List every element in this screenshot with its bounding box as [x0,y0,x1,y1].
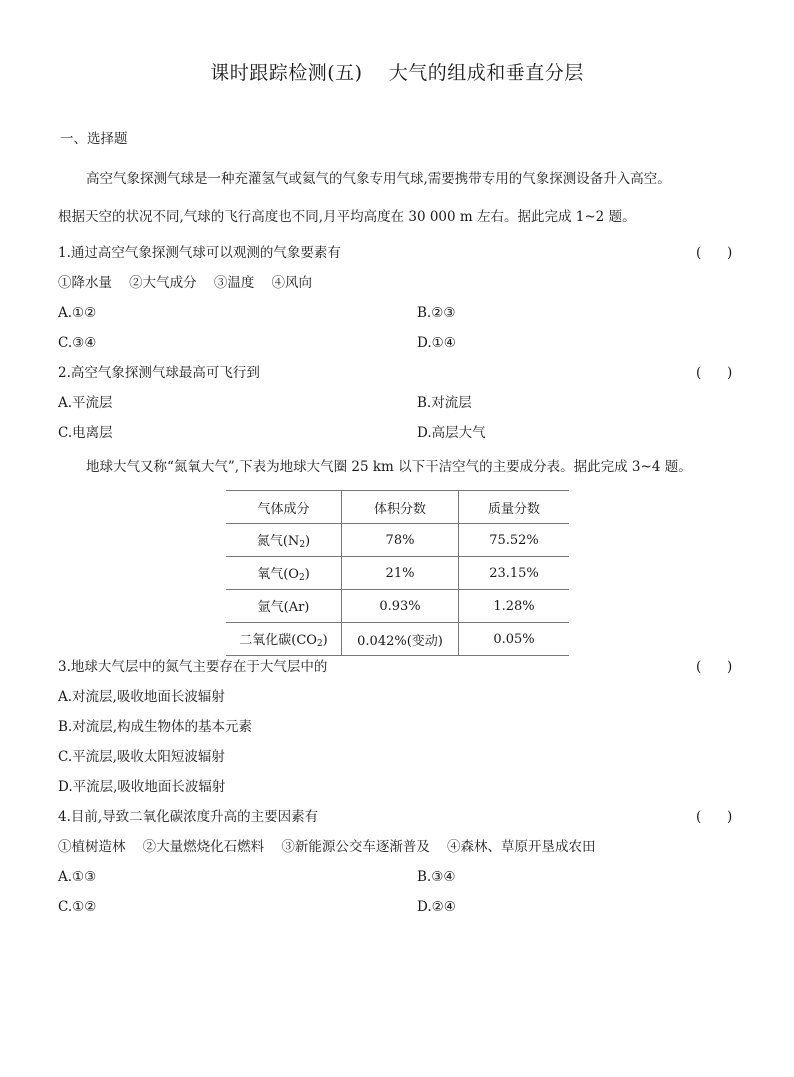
gas-name-tail: ) [305,534,311,549]
gas-name: 氮气(N [256,534,300,549]
mass-cell: 23.15% [459,557,570,590]
q1-option-d[interactable]: D.①④ [417,335,456,351]
q2-option-c[interactable]: C.电离层 [58,425,113,441]
gas-name: 二氧化碳(CO [239,633,317,648]
gas-name-cell [226,623,342,656]
q1-option-a[interactable]: A.①② [58,305,97,321]
q1-option-b[interactable]: B.②③ [417,305,456,321]
air-composition-table [226,490,569,656]
table-header-row [226,491,569,524]
gas-name-cell [226,590,342,623]
mass-cell: 0.05% [459,623,570,656]
gas-name-tail: ) [304,567,310,582]
gas-subscript: 2 [316,639,323,649]
table-row [226,524,569,557]
table-row [226,590,569,623]
gas-name-tail: ) [322,633,328,648]
gas-name: 氩气(Ar) [257,600,310,615]
volume-cell: 0.042%(变动) [342,623,459,656]
gas-name-cell [226,557,342,590]
gas-name-cell [226,524,342,557]
q3-stem: 3.地球大气层中的氮气主要存在于大气层中的 [58,659,328,675]
q3-option-a[interactable]: A.对流层,吸收地面长波辐射 [58,689,225,705]
passage1-line1: 高空气象探测气球是一种充灌氢气或氦气的气象专用气球,需要携带专用的气象探测设备升入高空。 [86,171,671,187]
q1-stem: 1.通过高空气象探测气球可以观测的气象要素有 [58,245,341,261]
volume-cell: 0.93% [342,590,459,623]
gas-subscript: 2 [299,540,306,550]
volume-cell: 21% [342,557,459,590]
q4-option-b[interactable]: B.③④ [417,869,456,885]
q1-items: ①降水量 ②大气成分 ③温度 ④风向 [58,275,312,291]
q4-stem: 4.目前,导致二氧化碳浓度升高的主要因素有 [58,809,319,825]
table-header: 体积分数 [342,491,459,524]
q3-option-d[interactable]: D.平流层,吸收地面长波辐射 [58,779,226,795]
table-row [226,623,569,656]
q2-option-a[interactable]: A.平流层 [58,395,113,411]
q2-option-b[interactable]: B.对流层 [417,395,472,411]
table-header: 气体成分 [226,491,342,524]
q2-option-d[interactable]: D.高层大气 [417,425,486,441]
q1-answer-paren[interactable]: ( ) [696,245,733,261]
gas-name: 氧气(O [257,567,299,582]
table-row [226,557,569,590]
mass-cell: 1.28% [459,590,570,623]
section-heading: 一、选择题 [60,131,128,147]
q4-option-d[interactable]: D.②④ [417,899,456,915]
q3-answer-paren[interactable]: ( ) [696,659,733,675]
q4-items: ①植树造林 ②大量燃烧化石燃料 ③新能源公交车逐渐普及 ④森林、草原开垦成农田 [58,839,596,855]
passage1-line2: 根据天空的状况不同,气球的飞行高度也不同,月平均高度在 30 000 m 左右。据此完成 1~2 题。 [58,209,636,225]
table-header: 质量分数 [459,491,570,524]
gas-subscript: 2 [298,573,305,583]
q4-option-c[interactable]: C.①② [58,899,97,915]
page-title: 课时跟踪检测(五) 大气的组成和垂直分层 [210,62,584,84]
q4-answer-paren[interactable]: ( ) [696,809,733,825]
volume-cell: 78% [342,524,459,557]
passage2: 地球大气又称“氮氧大气”,下表为地球大气圈 25 km 以下干洁空气的主要成分表。据此完成 3~4 题。 [86,459,692,475]
q2-answer-paren[interactable]: ( ) [696,365,733,381]
q4-option-a[interactable]: A.①③ [58,869,97,885]
q3-option-c[interactable]: C.平流层,吸收太阳短波辐射 [58,749,225,765]
q1-option-c[interactable]: C.③④ [58,335,97,351]
q3-option-b[interactable]: B.对流层,构成生物体的基本元素 [58,719,253,735]
mass-cell: 75.52% [459,524,570,557]
q2-stem: 2.高空气象探测气球最高可飞行到 [58,365,260,381]
